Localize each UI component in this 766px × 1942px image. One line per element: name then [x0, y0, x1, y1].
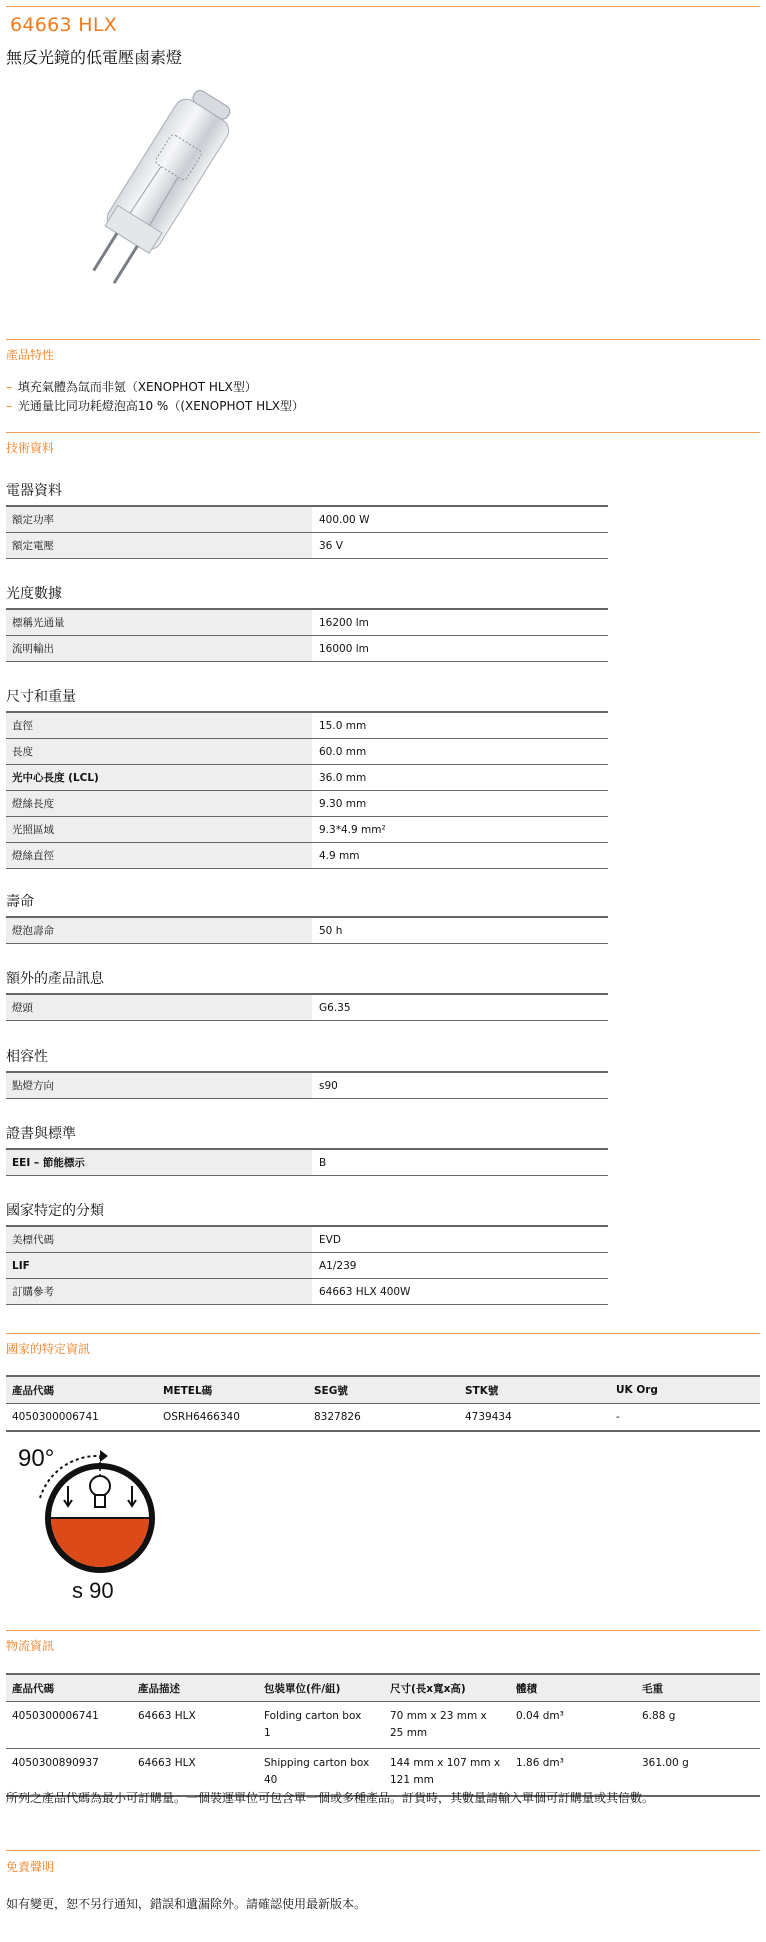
bulb-icon	[90, 1476, 110, 1496]
group-title: 相容性	[6, 1049, 48, 1065]
spec-key: 燈絲直徑	[6, 843, 313, 869]
spec-table-additional	[6, 993, 608, 1021]
feature-item: – 光通量比同功耗燈泡高10 %（(XENOPHOT HLX型）	[6, 399, 305, 413]
logistics-cell: 144 mm x 107 mm x 121 mm	[384, 1749, 510, 1797]
country-table	[6, 1375, 760, 1432]
table-row	[6, 1072, 608, 1099]
table-row	[6, 817, 608, 843]
spec-key: 額定電壓	[6, 533, 313, 559]
logistics-header: 產品描述	[132, 1674, 258, 1702]
top-rule	[6, 6, 760, 7]
logistics-header: 毛重	[636, 1674, 760, 1702]
spec-key: 燈絲長度	[6, 791, 313, 817]
spec-key: 長度	[6, 739, 313, 765]
spec-key: 光照區域	[6, 817, 313, 843]
spec-value: G6.35	[313, 994, 609, 1021]
spec-table-country-class	[6, 1225, 608, 1305]
logistics-cell: 64663 HLX	[132, 1749, 258, 1797]
logistics-header: 體積	[510, 1674, 636, 1702]
logistics-cell: Shipping carton box 40	[258, 1749, 384, 1797]
table-row	[6, 506, 608, 533]
logistics-note: 所列之產品代碼為最小可訂購量。一個裝運單位可包含單一個或多種產品。訂貨時，其數量請輸入單個可訂購量或其倍數。	[6, 1791, 655, 1805]
table-row	[6, 917, 608, 944]
spec-value: B	[313, 1149, 609, 1176]
logistics-cell: 4050300890937	[6, 1749, 132, 1797]
table-row	[6, 712, 608, 739]
group-title: 光度數據	[6, 586, 62, 602]
table-row	[6, 1149, 608, 1176]
group-title: 額外的產品訊息	[6, 971, 104, 987]
table-row	[6, 1226, 608, 1253]
group-title: 壽命	[6, 894, 34, 910]
rule	[6, 1850, 760, 1851]
spec-value: EVD	[313, 1226, 609, 1253]
logistics-cell: 6.88 g	[636, 1702, 760, 1749]
country-cell: 8327826	[308, 1404, 459, 1432]
rule	[6, 1333, 760, 1334]
country-header: 產品代碼	[6, 1376, 157, 1404]
table-row	[6, 1702, 760, 1749]
logistics-cell: Folding carton box 1	[258, 1702, 384, 1749]
angle-label: 90°	[18, 1445, 55, 1472]
spec-value: 400.00 W	[313, 506, 609, 533]
table-row	[6, 994, 608, 1021]
rule	[6, 339, 760, 340]
spec-table-certs	[6, 1148, 608, 1176]
logistics-cell: 4050300006741	[6, 1702, 132, 1749]
disclaimer-text: 如有變更，恕不另行通知，錯誤和遺漏除外。請確認使用最新版本。	[6, 1897, 367, 1911]
logistics-cell: 70 mm x 23 mm x 25 mm	[384, 1702, 510, 1749]
country-cell: 4050300006741	[6, 1404, 157, 1432]
table-row	[6, 1279, 608, 1305]
logistics-cell: 1.86 dm³	[510, 1749, 636, 1797]
spec-value: 36.0 mm	[313, 765, 609, 791]
table-row	[6, 1404, 760, 1432]
table-row	[6, 765, 608, 791]
spec-key: 燈頭	[6, 994, 313, 1021]
group-title: 尺寸和重量	[6, 689, 76, 705]
logistics-table	[6, 1673, 760, 1797]
disclaimer-heading: 免責聲明	[6, 1860, 55, 1874]
spec-key: EEI – 節能標示	[6, 1149, 313, 1176]
spec-key: 標稱光通量	[6, 609, 313, 636]
country-header: UK Org	[610, 1376, 760, 1404]
spec-table-dimensions	[6, 711, 608, 869]
country-cell: -	[610, 1404, 760, 1432]
spec-key: 光中心長度 (LCL)	[6, 765, 313, 791]
position-label: s 90	[72, 1578, 114, 1603]
logistics-header: 尺寸(長x寬x高)	[384, 1674, 510, 1702]
spec-key: 點燈方向	[6, 1072, 313, 1099]
table-row	[6, 843, 608, 869]
spec-key: 訂購參考	[6, 1279, 313, 1305]
features-heading: 產品特性	[6, 348, 55, 362]
spec-key: 美標代碼	[6, 1226, 313, 1253]
lamp-image	[60, 75, 260, 300]
table-row	[6, 533, 608, 559]
spec-value: s90	[313, 1072, 609, 1099]
spec-key: 燈泡壽命	[6, 917, 313, 944]
spec-value: 50 h	[313, 917, 609, 944]
spec-key: LIF	[6, 1253, 313, 1279]
spec-value: 64663 HLX 400W	[313, 1279, 609, 1305]
spec-table-photometric	[6, 608, 608, 662]
logistics-header: 包裝單位(件/組)	[258, 1674, 384, 1702]
spec-value: 60.0 mm	[313, 739, 609, 765]
page-title: 64663 HLX	[10, 14, 118, 36]
country-heading: 國家的特定資訊	[6, 1342, 91, 1356]
spec-value: 16200 lm	[313, 609, 609, 636]
logistics-heading: 物流資訊	[6, 1639, 55, 1653]
country-cell: 4739434	[459, 1404, 610, 1432]
table-row	[6, 1253, 608, 1279]
spec-key: 流明輸出	[6, 636, 313, 662]
logistics-cell: 64663 HLX	[132, 1702, 258, 1749]
spec-value: 15.0 mm	[313, 712, 609, 739]
country-header: METEL碼	[157, 1376, 308, 1404]
table-row	[6, 791, 608, 817]
page-subtitle: 無反光鏡的低電壓鹵素燈	[6, 48, 183, 67]
spec-key: 額定功率	[6, 506, 313, 533]
spec-table-compat	[6, 1071, 608, 1099]
spec-value: A1/239	[313, 1253, 609, 1279]
spec-table-lifespan	[6, 916, 608, 944]
spec-value: 9.3*4.9 mm²	[313, 817, 609, 843]
rule	[6, 1630, 760, 1631]
spec-value: 16000 lm	[313, 636, 609, 662]
group-title: 電器資料	[6, 483, 62, 499]
spec-value: 4.9 mm	[313, 843, 609, 869]
country-header: STK號	[459, 1376, 610, 1404]
logistics-header: 產品代碼	[6, 1674, 132, 1702]
rule	[6, 432, 760, 433]
logistics-cell: 0.04 dm³	[510, 1702, 636, 1749]
table-row	[6, 609, 608, 636]
feature-item: – 填充氣體為氙而非氪（XENOPHOT HLX型）	[6, 380, 257, 394]
spec-key: 直徑	[6, 712, 313, 739]
burning-position-diagram	[10, 1440, 160, 1610]
country-cell: OSRH6466340	[157, 1404, 308, 1432]
logistics-cell: 361.00 g	[636, 1749, 760, 1797]
table-row	[6, 739, 608, 765]
group-title: 證書與標準	[6, 1126, 76, 1142]
country-header: SEG號	[308, 1376, 459, 1404]
spec-value: 9.30 mm	[313, 791, 609, 817]
group-title: 國家特定的分類	[6, 1203, 104, 1219]
tech-heading: 技術資料	[6, 441, 55, 455]
spec-value: 36 V	[313, 533, 609, 559]
spec-table-electrical	[6, 505, 608, 559]
table-row	[6, 636, 608, 662]
